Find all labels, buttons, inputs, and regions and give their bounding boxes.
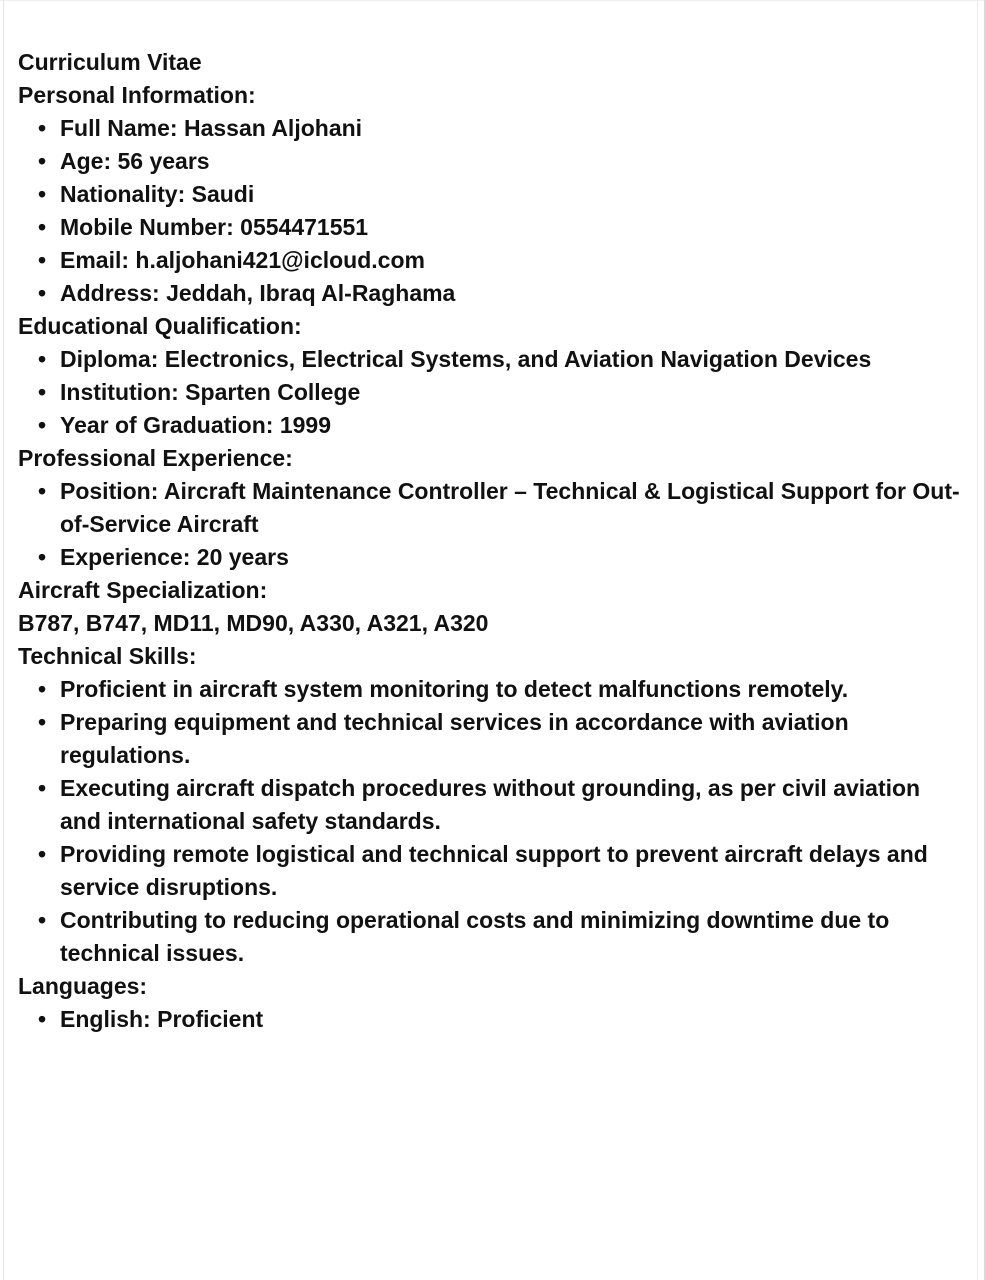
list-item-skill-support	[18, 838, 960, 904]
list-item-text: Mobile Number: 0554471551	[60, 214, 369, 240]
list-item-skill-costs	[18, 904, 960, 970]
bullet-icon: •	[38, 1006, 47, 1032]
bullet-icon: •	[38, 379, 47, 405]
list-item-email	[18, 244, 960, 277]
list-item-text: English: Proficient	[60, 1006, 264, 1032]
list-item-text: Experience: 20 years	[60, 544, 289, 570]
bullet-icon: •	[38, 841, 47, 867]
list-item-text: Providing remote logistical and technical support to prevent aircraft delays and service disruptions.	[60, 841, 928, 900]
list-item-text: Email: h.aljohani421@icloud.com	[60, 247, 425, 273]
list-item-text: Nationality: Saudi	[60, 181, 255, 207]
bullet-icon: •	[38, 181, 47, 207]
list-item-age	[18, 145, 960, 178]
bullet-icon: •	[38, 544, 47, 570]
list-item-address	[18, 277, 960, 310]
list-item-text: Executing aircraft dispatch procedures without grounding, as per civil aviation and international safety standards.	[60, 775, 921, 834]
section-heading-technical-skills: Technical Skills:	[18, 643, 197, 669]
section-heading-personal-information: Personal Information:	[18, 82, 256, 108]
list-item-text: Age: 56 years	[60, 148, 210, 174]
list-item-text: Proficient in aircraft system monitoring to detect malfunctions remotely.	[60, 676, 849, 702]
list-item-mobile-number	[18, 211, 960, 244]
bullet-icon: •	[38, 709, 47, 735]
list-item-english	[18, 1003, 960, 1036]
list-item-skill-monitoring	[18, 673, 960, 706]
bullet-icon: •	[38, 280, 47, 306]
list-item-full-name	[18, 112, 960, 145]
aircraft-types-list: B787, B747, MD11, MD90, A330, A321, A320	[18, 610, 489, 636]
list-item-graduation-year	[18, 409, 960, 442]
page-left-edge	[3, 0, 4, 1280]
section-heading-professional-experience: Professional Experience:	[18, 445, 293, 471]
section-heading-educational-qualification: Educational Qualification:	[18, 313, 302, 339]
bullet-icon: •	[38, 346, 47, 372]
page-right-edge	[977, 0, 978, 1280]
section-heading-aircraft-specialization: Aircraft Specialization:	[18, 577, 268, 603]
bullet-icon: •	[38, 214, 47, 240]
list-item-experience-years	[18, 541, 960, 574]
list-item-diploma	[18, 343, 960, 376]
bullet-icon: •	[38, 412, 47, 438]
bullet-icon: •	[38, 676, 47, 702]
document-title: Curriculum Vitae	[18, 49, 202, 75]
list-item-text: Institution: Sparten College	[60, 379, 361, 405]
bullet-icon: •	[38, 148, 47, 174]
list-item-text: Contributing to reducing operational costs and minimizing downtime due to technical issues.	[60, 907, 890, 966]
list-item-skill-dispatch	[18, 772, 960, 838]
list-item-text: Preparing equipment and technical services in accordance with aviation regulations.	[60, 709, 849, 768]
page-top-edge	[0, 0, 986, 1]
list-item-nationality	[18, 178, 960, 211]
bullet-icon: •	[38, 247, 47, 273]
list-item-text: Address: Jeddah, Ibraq Al-Raghama	[60, 280, 456, 306]
section-heading-languages: Languages:	[18, 973, 148, 999]
list-item-institution	[18, 376, 960, 409]
list-item-text: Full Name: Hassan Aljohani	[60, 115, 363, 141]
bullet-icon: •	[38, 775, 47, 801]
bullet-icon: •	[38, 478, 47, 504]
list-item-text: Diploma: Electronics, Electrical Systems, and Aviation Navigation Devices	[60, 346, 872, 372]
list-item-text: Position: Aircraft Maintenance Controller – Technical & Logistical Support for Out-of-Service Aircraft	[60, 478, 960, 537]
list-item-text: Year of Graduation: 1999	[60, 412, 331, 438]
list-item-skill-preparing	[18, 706, 960, 772]
cv-content	[18, 46, 960, 1036]
bullet-icon: •	[38, 907, 47, 933]
bullet-icon: •	[38, 115, 47, 141]
list-item-position	[18, 475, 960, 541]
